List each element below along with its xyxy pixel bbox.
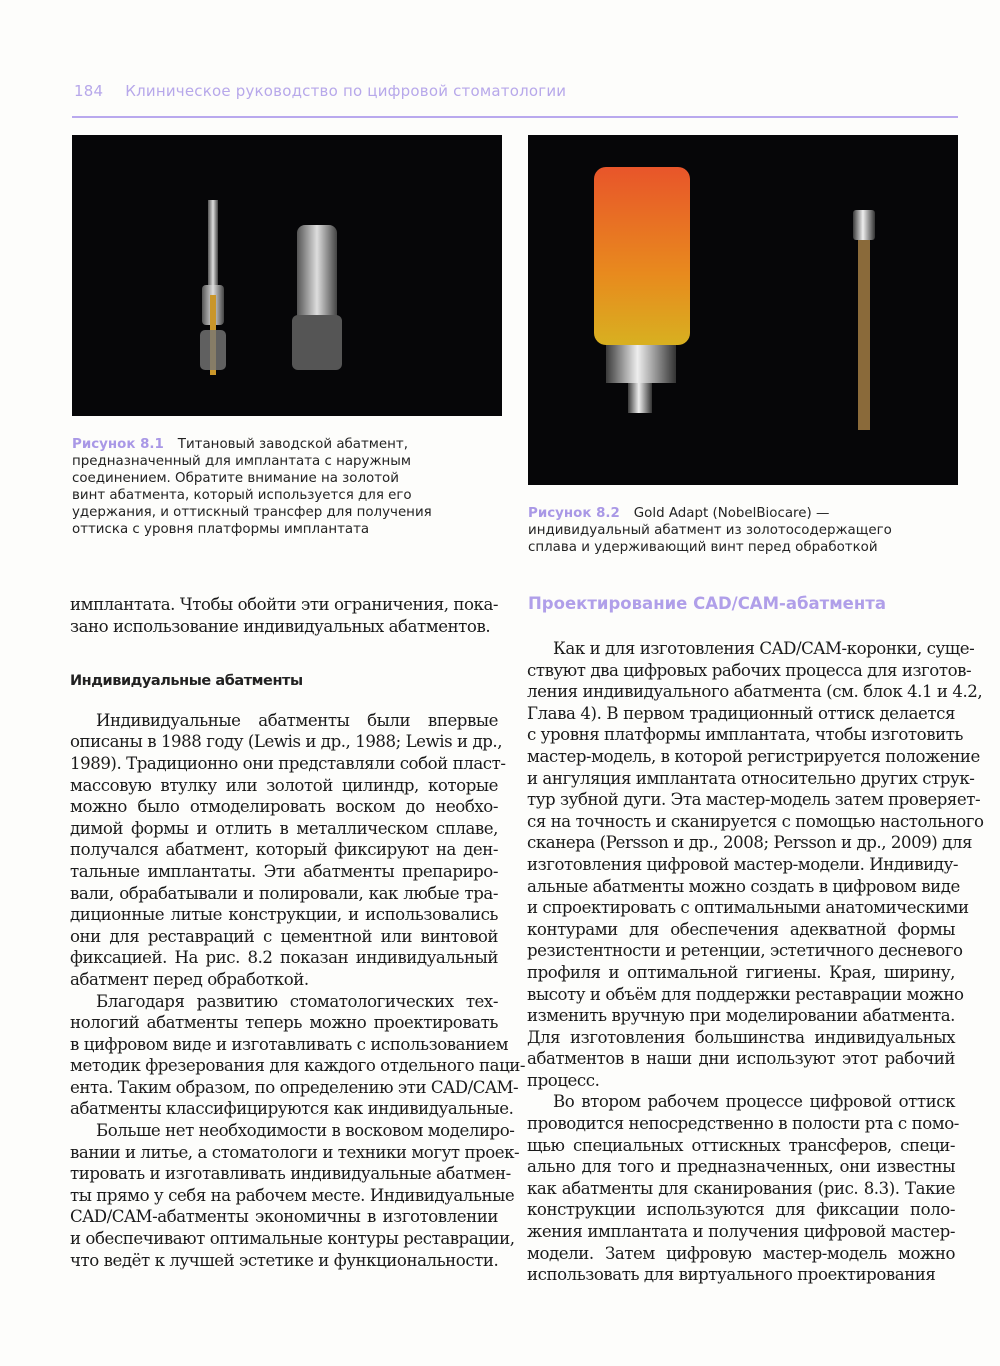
caption-line: удержания, и оттискный трансфер для получения — [72, 505, 432, 520]
text-line: CAD/CAM-абатменты экономичны в изготовлении — [70, 1207, 498, 1227]
text-line: жения имплантата и получения цифровой мастер- — [527, 1222, 955, 1242]
text-line: и ангуляция имплантата относительно других струк- — [527, 768, 975, 788]
caption-line: соединением. Обратите внимание на золотой — [72, 471, 399, 486]
figure-8-1-caption — [72, 436, 512, 538]
caption-line: индивидуальный абатмент из золотосодержащего — [528, 523, 892, 538]
text-line: методик фрезерования для каждого отдельного паци- — [70, 1056, 526, 1076]
text-line: Благодаря развитию стоматологических тех- — [96, 991, 498, 1011]
text-line: ента. Таким образом, по определению эти CAD/CAM- — [70, 1077, 519, 1097]
text-line: Больше нет необходимости в восковом моделиро- — [96, 1121, 515, 1141]
text-line: ально для того и предназначенных, они известны — [527, 1157, 955, 1177]
text-line: с уровня платформы имплантата, чтобы изготовить — [527, 725, 964, 745]
figure-label: Рисунок 8.1 — [72, 437, 164, 452]
text-line: резистентности и ретенции, эстетичного десневого — [527, 941, 963, 961]
text-line: вали, обрабатывали и полировали, как любые тра- — [70, 883, 498, 903]
text-line: тировать и изготавливать индивидуальные абатмен- — [70, 1164, 511, 1184]
text-line: как абатменты для сканирования (рис. 8.3). Такие — [527, 1178, 955, 1198]
left-column — [70, 594, 526, 1271]
text-line: Для изготовления большинства индивидуальных — [527, 1027, 955, 1047]
text-line: в цифровом виде и изготавливать с использованием — [70, 1034, 509, 1054]
figure-8-2-caption — [528, 505, 968, 556]
text-line: получался абатмент, который фиксируют на ден- — [70, 840, 498, 860]
figure-8-1-photo — [72, 135, 502, 416]
text-line: мастер-модель, в которой регистрируется положение — [527, 746, 980, 766]
figure-8-2-photo — [528, 135, 958, 485]
text-line: Индивидуальные абатменты были впервые — [96, 710, 498, 730]
text-line: профиля и оптимальной гигиены. Края, ширину, — [527, 962, 955, 982]
text-line: конструкции используются для фиксации поло- — [527, 1200, 955, 1220]
figure-label: Рисунок 8.2 — [528, 506, 620, 521]
text-line: они для реставраций с цементной или винтовой — [70, 926, 498, 946]
text-line: щью специальных оттискных трансферов, специ- — [527, 1135, 955, 1155]
caption-line: Gold Adapt (NobelBiocare) — — [633, 506, 830, 521]
text-line: имплантата. Чтобы обойти эти ограничения, пока- — [70, 595, 499, 614]
text-line: использовать для виртуального проектирования — [527, 1265, 936, 1285]
text-line: высоту и объём для поддержки реставрации можно — [527, 984, 964, 1004]
text-line: абатменты классифицируются как индивидуальные. — [70, 1099, 514, 1119]
abutment-photo-illustration — [72, 135, 502, 416]
text-line: модели. Затем цифровую мастер-модель можно — [527, 1243, 955, 1263]
text-line: Глава 4). В первом традиционный оттиск делается — [527, 703, 955, 723]
text-line: абатмент перед обработкой. — [70, 969, 309, 989]
text-line: ствуют два цифровых рабочих процесса для изготов- — [527, 660, 972, 680]
text-line: тальные имплантаты. Эти абатменты препариро- — [70, 861, 498, 881]
text-line: тур зубной дуги. Эта мастер-модель затем проверяет- — [527, 790, 981, 810]
text-line: и спроектировать с оптимальными анатомическими — [527, 898, 969, 918]
text-line: 1989). Традиционно они представляли собой пласт- — [70, 753, 506, 773]
running-header — [74, 82, 566, 100]
text-line: фиксацией. На рис. 8.2 показан индивидуальный — [70, 948, 498, 968]
text-line: изменить вручную при моделировании абатмента. — [527, 1006, 955, 1026]
gold-adapt-photo-illustration — [528, 135, 958, 485]
text-line: нологий абатменты теперь можно проектировать — [70, 1013, 498, 1033]
book-title: Клиническое руководство по цифровой стоматологии — [125, 82, 567, 100]
right-column — [527, 638, 984, 1286]
text-line: ления индивидуального абатмента (см. блок 4.1 и 4.2, — [527, 682, 983, 702]
text-line: диционные литые конструкции, и использовались — [70, 905, 498, 925]
text-line: сканера (Persson и др., 2008; Persson и др., 2009) для — [527, 833, 973, 853]
header-rule — [72, 116, 958, 118]
text-line: что ведёт к лучшей эстетике и функциональности. — [70, 1250, 499, 1270]
caption-line: винт абатмента, который используется для его — [72, 488, 412, 503]
text-line: Как и для изготовления CAD/CAM-коронки, суще- — [553, 639, 975, 658]
text-line: зано использование индивидуальных абатментов. — [70, 616, 491, 636]
text-line: описаны в 1988 году (Lewis и др., 1988; Lewis и др., — [70, 732, 503, 752]
text-line: процесс. — [527, 1070, 600, 1090]
subsection-heading: Индивидуальные абатменты — [70, 673, 303, 690]
text-line: и обеспечивают оптимальные контуры реставрации, — [70, 1229, 515, 1249]
page-number: 184 — [74, 82, 104, 100]
text-line: вании и литье, а стоматологи и техники могут проек- — [70, 1142, 520, 1162]
text-line: массовую втулку или золотой цилиндр, которые — [70, 775, 498, 795]
section-heading: Проектирование CAD/CAM-абатмента — [528, 594, 886, 613]
text-line: димой формы и отлить в металлическом сплаве, — [70, 818, 498, 838]
text-line: ся на точность и сканируется с помощью настольного — [527, 811, 984, 831]
caption-line: Титановый заводской абатмент, — [177, 437, 408, 452]
text-line: Во втором рабочем процессе цифровой оттиск — [553, 1092, 955, 1112]
text-line: изготовления цифровой мастер-модели. Индивиду- — [527, 854, 959, 874]
text-line: проводится непосредственно в полости рта с помо- — [527, 1114, 959, 1134]
caption-line: оттиска с уровня платформы имплантата — [72, 522, 370, 537]
text-line: контурами для обеспечения адекватной формы — [527, 919, 955, 939]
caption-line: предназначенный для имплантата с наружным — [72, 454, 411, 469]
text-line: ты прямо у себя на рабочем месте. Индивидуальные — [70, 1185, 515, 1205]
text-line: альные абатменты можно создать в цифровом виде — [527, 876, 960, 896]
text-line: абатментов в наши дни используют этот рабочий — [527, 1049, 955, 1069]
caption-line: сплава и удерживающий винт перед обработкой — [528, 540, 878, 555]
text-line: можно было отмоделировать воском до необхо- — [70, 797, 498, 817]
